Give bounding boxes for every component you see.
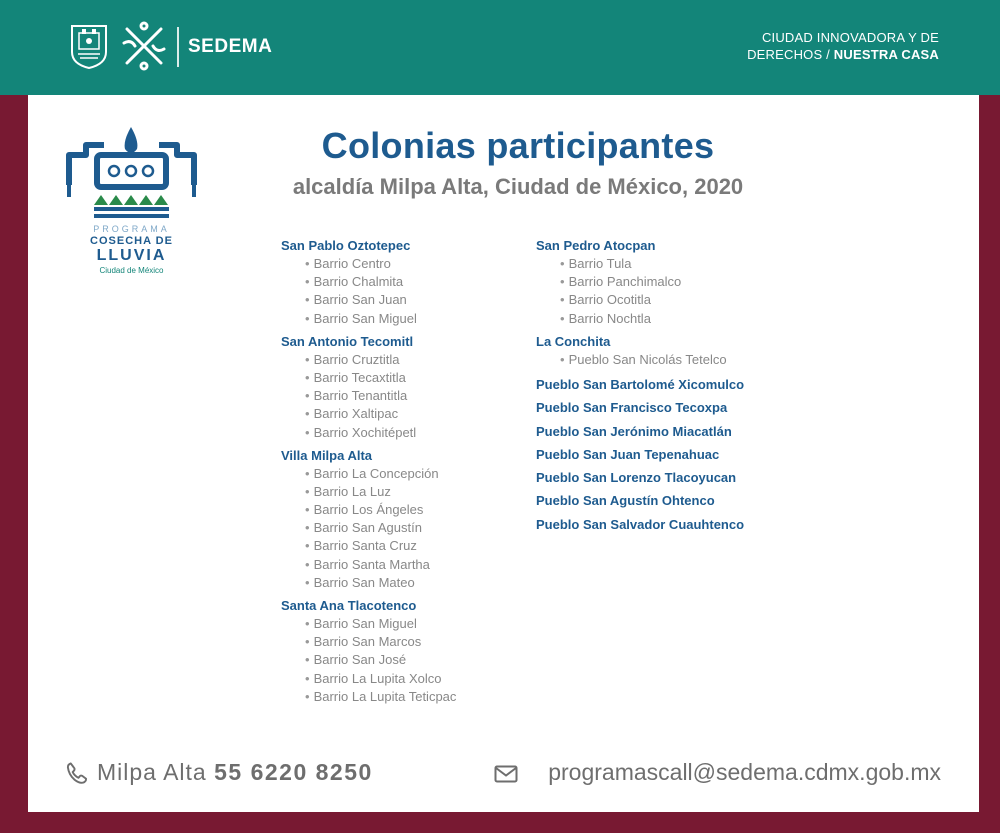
barrio-name: Barrio Xaltipac bbox=[313, 406, 399, 422]
page-subtitle: alcaldía Milpa Alta, Ciudad de México, 2020 bbox=[292, 174, 744, 199]
pueblo-item: Pueblo San Jerónimo Miacatlán bbox=[536, 423, 732, 439]
content-card bbox=[28, 95, 979, 812]
coat-of-arms-icon bbox=[70, 24, 108, 70]
pueblo-item: Pueblo San Salvador Cuauhtenco bbox=[536, 516, 745, 532]
barrio-name: Barrio Tenantitla bbox=[313, 388, 408, 404]
barrio-name: Barrio San José bbox=[313, 652, 407, 668]
barrio-item bbox=[281, 633, 456, 651]
barrio-name: Barrio Tula bbox=[568, 256, 632, 271]
barrio-item bbox=[281, 537, 456, 555]
email-contact[interactable]: programascall@sedema.cdmx.gob.mx bbox=[548, 759, 941, 785]
barrio-item bbox=[281, 615, 456, 633]
barrio-item bbox=[536, 291, 744, 309]
barrio-item bbox=[536, 310, 744, 328]
barrio-item bbox=[281, 519, 456, 537]
barrio-item bbox=[536, 351, 744, 369]
group-name: San Antonio Tecomitl bbox=[281, 333, 414, 349]
barrio-item bbox=[536, 255, 744, 273]
tagline-line2 bbox=[747, 46, 939, 63]
barrio-item bbox=[281, 273, 456, 291]
barrio-item bbox=[536, 273, 744, 291]
neighborhood-group bbox=[281, 332, 456, 442]
barrio-name: Barrio La Concepción bbox=[313, 465, 439, 481]
barrio-name: Barrio Ocotitla bbox=[568, 292, 651, 308]
pueblo-item: Pueblo San Francisco Tecoxpa bbox=[536, 400, 728, 416]
program-name-line2: LLUVIA bbox=[96, 247, 167, 264]
barrio-item bbox=[281, 310, 456, 328]
group-name: Villa Milpa Alta bbox=[281, 447, 373, 463]
tagline-line2-regular: DERECHOS / bbox=[747, 47, 834, 62]
neighborhood-group bbox=[281, 596, 456, 706]
brand-name: SEDEMA bbox=[188, 36, 273, 57]
program-city: Ciudad de México bbox=[99, 266, 164, 275]
barrio-name: Barrio San Miguel bbox=[313, 310, 417, 326]
header-bar bbox=[0, 0, 1000, 95]
pueblo-item: Pueblo San Agustín Ohtenco bbox=[536, 493, 715, 509]
neighborhoods-column-1 bbox=[281, 236, 456, 710]
barrio-name: Barrio Nochtla bbox=[568, 310, 651, 326]
program-label: PROGRAMA bbox=[93, 224, 170, 234]
barrio-item bbox=[281, 651, 456, 669]
neighborhood-group bbox=[281, 236, 456, 328]
barrio-item bbox=[281, 574, 456, 592]
barrio-item bbox=[281, 405, 456, 423]
neighborhoods-column-2 bbox=[536, 236, 744, 536]
barrio-item bbox=[281, 556, 456, 574]
barrio-item bbox=[281, 688, 456, 706]
barrio-name: Barrio Santa Martha bbox=[313, 556, 430, 572]
group-name: La Conchita bbox=[536, 333, 611, 349]
cdmx-logo-icon bbox=[121, 21, 167, 71]
phone-label: Milpa Alta bbox=[97, 759, 207, 785]
barrio-name: Barrio La Lupita Xolco bbox=[313, 670, 442, 686]
pueblo-item: Pueblo San Juan Tepenahuac bbox=[536, 446, 720, 462]
barrio-name: Barrio La Luz bbox=[313, 483, 391, 499]
barrio-name: Barrio San Miguel bbox=[313, 616, 417, 631]
pueblo-item: Pueblo San Lorenzo Tlacoyucan bbox=[536, 470, 737, 486]
group-name: Santa Ana Tlacotenco bbox=[281, 598, 417, 613]
barrio-name: Barrio Cruztitla bbox=[313, 351, 400, 367]
tagline-line1: CIUDAD INNOVADORA Y DE bbox=[761, 30, 939, 45]
barrio-name: Barrio Santa Cruz bbox=[313, 538, 417, 554]
group-name: San Pedro Atocpan bbox=[536, 238, 656, 253]
barrio-item bbox=[281, 369, 456, 387]
neighborhood-group bbox=[281, 446, 456, 592]
mail-icon bbox=[494, 765, 518, 783]
neighborhood-group bbox=[536, 332, 744, 369]
barrio-name: Barrio Chalmita bbox=[313, 274, 404, 290]
barrio-name: Barrio Centro bbox=[313, 256, 391, 271]
barrio-item bbox=[281, 387, 456, 405]
group-name: San Pablo Oztotepec bbox=[281, 238, 411, 253]
phone-number[interactable]: 55 6220 8250 bbox=[214, 759, 373, 785]
page-title: Colonias participantes bbox=[321, 125, 715, 166]
barrio-item bbox=[281, 501, 456, 519]
barrio-name: Barrio Tecaxtitla bbox=[313, 369, 406, 385]
barrio-name: Barrio San Mateo bbox=[313, 574, 415, 590]
barrio-item bbox=[281, 670, 456, 688]
program-name-line1: COSECHA DE bbox=[90, 235, 173, 247]
barrio-name: Barrio La Lupita Teticpac bbox=[313, 688, 457, 704]
tagline-line2-bold: NUESTRA CASA bbox=[833, 47, 939, 62]
header-divider bbox=[177, 27, 179, 67]
barrio-name: Barrio San Marcos bbox=[313, 634, 422, 650]
barrio-item bbox=[281, 424, 456, 442]
barrio-item bbox=[281, 255, 456, 273]
barrio-item bbox=[281, 465, 456, 483]
barrio-item bbox=[281, 351, 456, 369]
header-tagline bbox=[747, 29, 939, 63]
barrio-name: Barrio Panchimalco bbox=[568, 274, 682, 290]
neighborhood-group bbox=[536, 236, 744, 328]
barrio-name: Barrio San Juan bbox=[313, 292, 407, 308]
barrio-item bbox=[281, 291, 456, 309]
pueblo-item: Pueblo San Bartolomé Xicomulco bbox=[536, 376, 745, 392]
barrio-item bbox=[281, 483, 456, 501]
barrio-name: Pueblo San Nicolás Tetelco bbox=[568, 351, 727, 367]
barrio-name: Barrio San Agustín bbox=[313, 520, 422, 536]
barrio-name: Barrio Los Ángeles bbox=[313, 502, 424, 518]
barrio-name: Barrio Xochitépetl bbox=[313, 424, 417, 440]
phone-contact bbox=[65, 759, 373, 786]
